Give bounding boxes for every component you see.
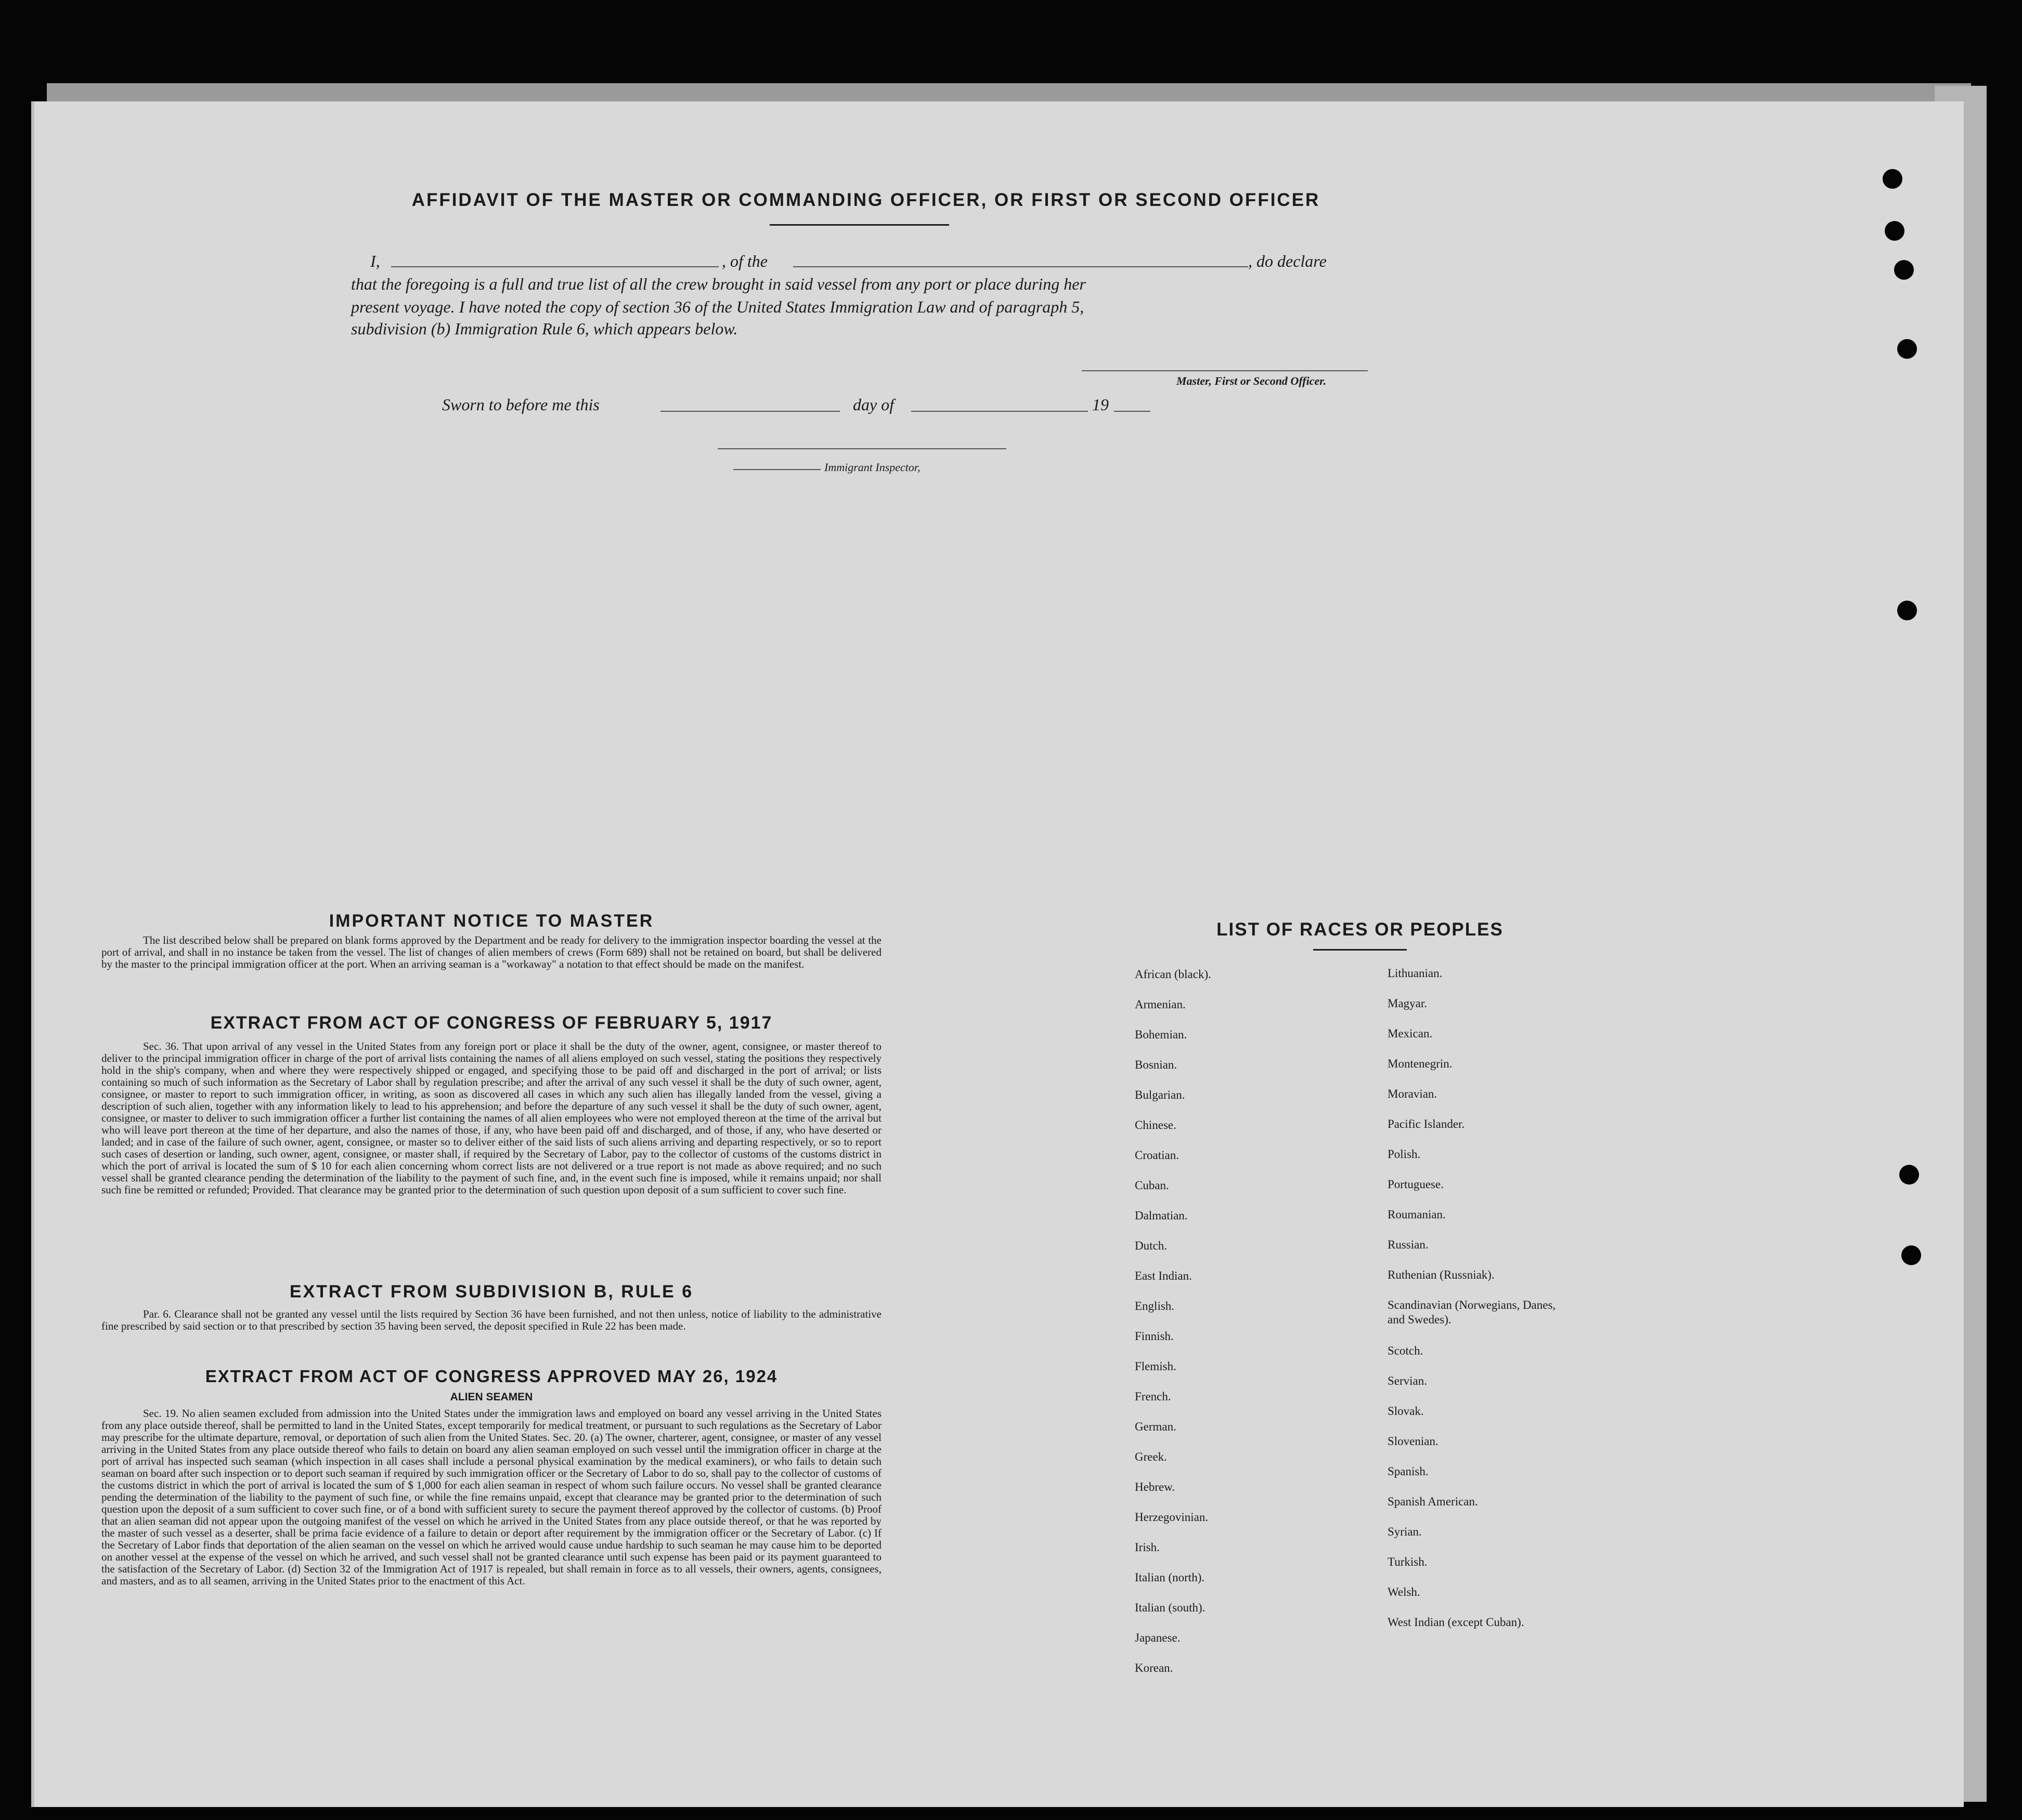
race-item: Pacific Islander. <box>1388 1117 1465 1130</box>
race-item: Syrian. <box>1388 1525 1422 1538</box>
race-item: Slovenian. <box>1388 1435 1438 1448</box>
declaration-i: I, <box>370 252 380 270</box>
notice-title: IMPORTANT NOTICE TO MASTER <box>329 911 654 931</box>
race-item: African (black). <box>1135 968 1211 981</box>
notice-body: The list described below shall be prepared on blank forms approved by the Department and be ready for delivery to the immigration inspector boarding the vessel at the port of arrival, and shall in no instance be taken from the vessel. The list of changes of alien members of crews (Form 689) shall not be retained on board, but shall be delivered by the master to the principal immigration officer at the port. When an arriving seaman is a "workaway" a notation to that effect should be made on the manifest. <box>101 934 882 970</box>
race-item: Lithuanian. <box>1388 967 1443 980</box>
race-item: Hebrew. <box>1135 1480 1175 1493</box>
race-item: Japanese. <box>1135 1631 1181 1644</box>
binder-hole <box>1901 1245 1921 1265</box>
races-left-column <box>1135 967 1343 1691</box>
inspector-caption-rule <box>733 469 821 470</box>
race-item: Bulgarian. <box>1135 1088 1185 1101</box>
binder-hole <box>1897 601 1917 620</box>
extract-rule6-body: Par. 6. Clearance shall not be granted any vessel until the lists required by Section 36 have been furnished, and not then unless, notice of liability to the administrative fine prescribed by said section or to that prescribed by section 35 having been served, the deposit specified in Rule 22 has been made. <box>101 1308 882 1332</box>
race-item: Dutch. <box>1135 1239 1167 1252</box>
declaration-do-declare: , do declare <box>1248 252 1327 270</box>
race-item: Croatian. <box>1135 1149 1179 1162</box>
race-item: Herzegovinian. <box>1135 1511 1209 1524</box>
sworn-label: Sworn to before me this <box>442 395 600 414</box>
extract-1917-title: EXTRACT FROM ACT OF CONGRESS OF FEBRUARY 5, 1917 <box>210 1013 773 1033</box>
race-item: Slovak. <box>1388 1405 1424 1418</box>
sworn-month-line[interactable] <box>911 411 1088 412</box>
race-item: Greek. <box>1135 1450 1167 1463</box>
race-item: Welsh. <box>1388 1585 1420 1598</box>
race-item: East Indian. <box>1135 1269 1192 1282</box>
race-item: Portuguese. <box>1388 1178 1444 1191</box>
race-item: Montenegrin. <box>1388 1057 1453 1070</box>
extract-1924-body: Sec. 19. No alien seamen excluded from admission into the United States under the immigration laws and employed on board any vessel arriving in the United States from any place outside thereof, shall be permitted to land in the United States, except temporarily for medical treatment, or pursuant to such regulations as the Secretary of Labor may prescribe for the ultimate departure, removal, or deportation of such alien from the United States. Sec. 20. (a) The owner, charterer, agent, consignee, or master of any vessel arriving in the United States from any place outside thereof who fails to detain on board any alien seaman employed on such vessel until the immigration officer in charge at the port of arrival has inspected such seaman (which inspection in all cases shall include a personal physical examination by the medical examiners), or who fails to detain such seaman on board after such inspection or to deport such seaman if required by such immigration officer or the Secretary of Labor to do so, shall pay to the collector of customs of the customs district in which the port of arrival is located the sum of $ 1,000 for each alien seaman in respect of whom such failure occurs. No vessel shall be granted clearance pending the determination of the liability to the payment of such fine, or while the fine remains unpaid, except that clearance may be granted prior to the determination of such question upon the deposit of a sum sufficient to cover such fine, or of a bond with sufficient surety to secure the payment thereof approved by the collector of customs. (b) Proof that an alien seaman did not appear upon the outgoing manifest of the vessel on which he arrived in the United States from any place outside thereof, or that he was reported by the master of such vessel as a deserter, shall be prima facie evidence of a failure to detain or deport after requirement by the immigration officer or the Secretary of Labor. (c) If the Secretary of Labor finds that deportation of the alien seaman on the vessel on which he arrived would cause undue hardship to such seaman he may cause him to be deported on another vessel at the expense of the vessel on which he arrived, and such vessel shall not be granted clearance until such expense has been paid or its payment guaranteed to the satisfaction of the Secretary of Labor. (d) Section 32 of the Immigration Act of 1917 is repealed, but shall remain in force as to all vessels, their owners, agents, consignees, and masters, and as to all seamen, arriving in the United States prior to the enactment of this Act. <box>101 1407 882 1587</box>
race-item: Scandinavian (Norwegians, Danes, and Swedes). <box>1388 1298 1556 1326</box>
race-item: Spanish American. <box>1388 1495 1478 1508</box>
race-item: German. <box>1135 1420 1176 1433</box>
title-rule <box>770 224 949 226</box>
race-item: Italian (north). <box>1135 1571 1205 1584</box>
signature-caption: Master, First or Second Officer. <box>1176 374 1327 387</box>
extract-1924-subtitle: ALIEN SEAMEN <box>450 1391 533 1403</box>
declaration-body-line-3: subdivision (b) Immigration Rule 6, which appears below. <box>351 319 738 338</box>
race-item: English. <box>1135 1299 1175 1312</box>
race-item: Magyar. <box>1388 997 1428 1010</box>
races-right-column <box>1388 966 1585 1645</box>
extract-1924-title: EXTRACT FROM ACT OF CONGRESS APPROVED MAY 26, 1924 <box>205 1367 778 1386</box>
races-title-rule <box>1313 949 1407 951</box>
extract-1917-body: Sec. 36. That upon arrival of any vessel in the United States from any foreign port or place it shall be the duty of the owner, agent, consignee, or master thereof to deliver to the principal immigration officer in charge of the port of arrival lists containing the names of all aliens employed on such vessel, stating the positions they respectively hold in the ship's company, when and where they were respectively shipped or engaged, and specifying those to be paid off and discharged in the port of arrival; or lists containing so much of such information as the Secretary of Labor shall by regulation prescribe; and after the arrival of any such vessel it shall be the duty of such owner, agent, consignee, or master to report to such immigration officer, in writing, as soon as discovered all cases in which any such alien has illegally landed from the vessel, giving a description of such alien, together with any information likely to lead to his apprehension; and before the departure of any such vessel it shall be the duty of such owner, agent, consignee, or master to deliver to such immigration officer a further list containing the names of all alien employees who were not employed thereon at the time of the arrival but who will leave port thereon at the time of her departure, and also the names of those, if any, who have been paid off and discharged, and of those, if any, who have deserted or landed; and in case of the failure of such owner, agent, consignee, or master so to deliver either of the said lists of such aliens arriving and departing respectively, or so to report such cases of desertion or landing, such owner, agent, consignee, or master shall, if required by the Secretary of Labor, pay to the collector of customs of the customs district in which the port of arrival is located the sum of $ 10 for each alien concerning whom correct lists are not delivered or a true report is not made as above required; and no such vessel shall be granted clearance pending the determination of the liability to the payment of such fine, and, in the event such fine is imposed, while it remains unpaid; nor shall such fine be remitted or refunded; Provided. That clearance may be granted prior to the determination of such question upon deposit of a sum sufficient to cover such fine. <box>101 1040 882 1196</box>
name-blank-line[interactable] <box>391 266 719 267</box>
day-of-label: day of <box>853 395 895 414</box>
race-item: Servian. <box>1388 1374 1428 1387</box>
binder-hole <box>1894 260 1914 280</box>
race-item: Mexican. <box>1388 1027 1433 1040</box>
race-item: Finnish. <box>1135 1330 1174 1343</box>
race-item: Bohemian. <box>1135 1028 1187 1041</box>
race-item: Armenian. <box>1135 998 1186 1011</box>
race-item: Moravian. <box>1388 1087 1437 1100</box>
page-stack-edge-top <box>47 83 1971 104</box>
race-item: Italian (south). <box>1135 1601 1206 1614</box>
declaration-body-line-2: present voyage. I have noted the copy of section 36 of the United States Immigration Law and of paragraph 5, <box>351 297 1084 316</box>
sworn-year-line[interactable] <box>1114 411 1150 412</box>
race-item: Russian. <box>1388 1238 1429 1251</box>
declaration-body-line-1: that the foregoing is a full and true list of all the crew brought in said vessel from any port or place during her <box>351 275 1086 293</box>
sworn-day-line[interactable] <box>660 411 840 412</box>
race-item: Turkish. <box>1388 1555 1428 1568</box>
race-item: Cuban. <box>1135 1179 1169 1192</box>
binder-hole <box>1885 221 1904 241</box>
inspector-signature-line[interactable] <box>718 448 1006 449</box>
binder-hole <box>1899 1165 1919 1185</box>
extract-rule6-title: EXTRACT FROM SUBDIVISION B, RULE 6 <box>289 1282 694 1302</box>
signature-line[interactable] <box>1082 370 1368 371</box>
vessel-blank-line[interactable] <box>793 266 1248 267</box>
races-title: LIST OF RACES OR PEOPLES <box>1216 919 1503 940</box>
race-item: Spanish. <box>1388 1465 1429 1478</box>
race-item: Ruthenian (Russniak). <box>1388 1268 1495 1281</box>
race-item: Dalmatian. <box>1135 1209 1188 1222</box>
inspector-caption: Immigrant Inspector, <box>824 461 921 474</box>
declaration-of-the: , of the <box>722 252 768 270</box>
race-item: Roumanian. <box>1388 1208 1446 1221</box>
race-item: Bosnian. <box>1135 1058 1177 1071</box>
race-item: Flemish. <box>1135 1360 1176 1373</box>
race-item: West Indian (except Cuban). <box>1388 1616 1524 1629</box>
race-item: Irish. <box>1135 1541 1160 1554</box>
race-item: Chinese. <box>1135 1119 1176 1132</box>
year-label: 19 <box>1092 395 1109 414</box>
race-item: Scotch. <box>1388 1344 1423 1357</box>
affidavit-title: AFFIDAVIT OF THE MASTER OR COMMANDING OFFICER, OR FIRST OR SECOND OFFICER <box>411 190 1320 210</box>
race-item: French. <box>1135 1390 1171 1403</box>
race-item: Korean. <box>1135 1661 1173 1674</box>
binder-hole <box>1883 169 1902 189</box>
race-item: Polish. <box>1388 1148 1421 1161</box>
binder-hole <box>1897 339 1917 359</box>
